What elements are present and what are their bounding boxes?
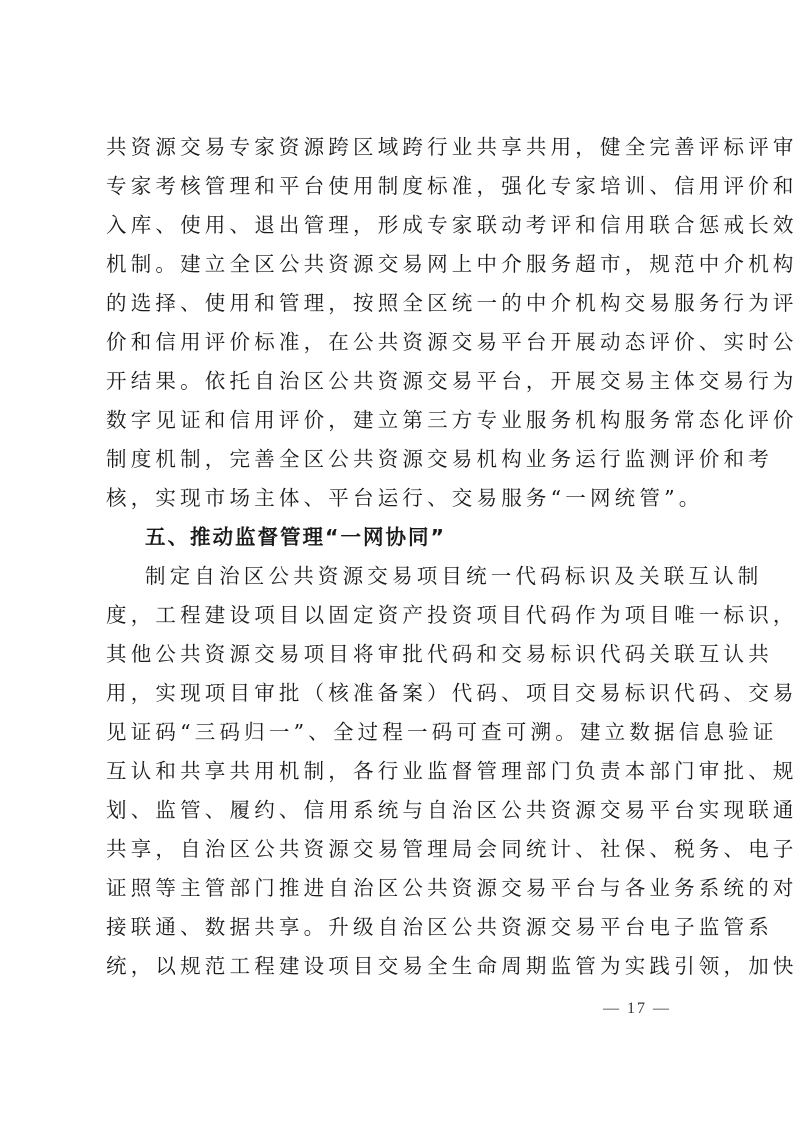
page-number: — 17 —	[603, 1000, 671, 1017]
text-line: 制定自治区公共资源交易项目统一代码标识及关联互认制	[145, 564, 763, 588]
text-line: 接联通、数据共享。升级自治区公共资源交易平台电子监管系	[106, 915, 773, 939]
text-line: 开结果。依托自治区公共资源交易平台，开展交易主体交易行为	[106, 369, 798, 393]
paragraph-continued	[106, 128, 798, 518]
paragraph	[106, 557, 798, 986]
text-line: 入库、使用、退出管理，形成专家联动考评和信用联合惩戒长效	[106, 213, 798, 237]
text-line: 用，实现项目审批（核准备案）代码、项目交易标识代码、交易	[106, 681, 798, 705]
text-line: 专家考核管理和平台使用制度标准，强化专家培训、信用评价和	[106, 174, 798, 198]
text-line: 其他公共资源交易项目将审批代码和交易标识代码关联互认共	[106, 642, 773, 666]
text-line: 价和信用评价标准，在公共资源交易平台开展动态评价、实时公	[106, 330, 798, 354]
text-line: 数字见证和信用评价，建立第三方专业服务机构服务常态化评价	[106, 408, 798, 432]
text-line: 核，实现市场主体、平台运行、交易服务“一网统管”。	[106, 486, 704, 510]
section-heading: 五、推动监督管理“一网协同”	[145, 525, 446, 549]
text-line: 划、监管、履约、信用系统与自治区公共资源交易平台实现联通	[106, 798, 798, 822]
text-line: 制度机制，完善全区公共资源交易机构业务运行监测评价和考	[106, 447, 773, 471]
text-line: 互认和共享共用机制，各行业监督管理部门负责本部门审批、规	[106, 759, 798, 783]
text-line: 的选择、使用和管理，按照全区统一的中介机构交易服务行为评	[106, 291, 798, 315]
text-line: 共享，自治区公共资源交易管理局会同统计、社保、税务、电子	[106, 837, 798, 861]
text-line: 共资源交易专家资源跨区域跨行业共享共用，健全完善评标评审	[106, 135, 798, 159]
text-line: 度，工程建设项目以固定资产投资项目代码作为项目唯一标识，	[106, 603, 798, 627]
text-line: 统，以规范工程建设项目交易全生命周期监管为实践引领，加快	[106, 954, 798, 978]
text-line: 见证码“三码归一”、全过程一码可查可溯。建立数据信息验证	[106, 720, 778, 744]
text-line: 证照等主管部门推进自治区公共资源交易平台与各业务系统的对	[106, 876, 798, 900]
document-page	[106, 128, 798, 986]
text-line: 机制。建立全区公共资源交易网上中介服务超市，规范中介机构	[106, 252, 798, 276]
